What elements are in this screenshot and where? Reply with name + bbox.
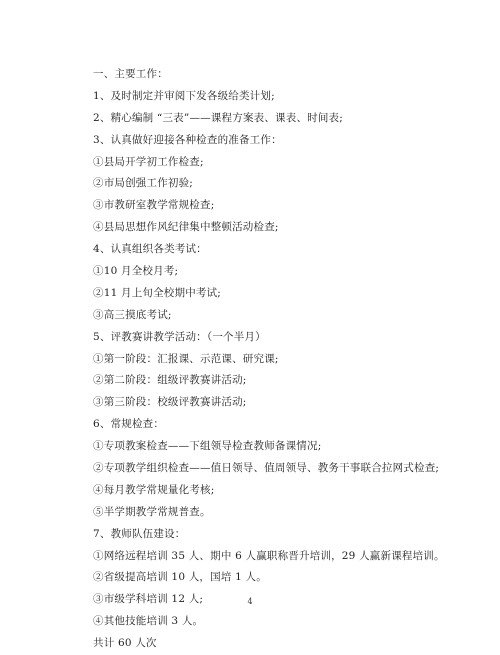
list-item: 1、及时制定并审阅下发各级给类计划; <box>93 89 275 102</box>
document-body <box>93 64 473 655</box>
list-item: 5、评教赛讲教学活动：（一个半月） <box>93 330 266 343</box>
sub-list-item: ②市局创强工作初验; <box>93 177 194 190</box>
sub-list-item: ③高三摸底考试; <box>93 308 172 321</box>
sub-list-item: ①网络远程培训 35 人、期中 6 人赢职称晋升培训，29 人赢新课程培训。 <box>93 549 445 562</box>
sub-list-item: ③第三阶段：校级评教赛讲活动; <box>93 396 247 409</box>
sub-list-item: ④其他技能培训 3 人。 <box>93 615 204 628</box>
sub-list-item: ①10 月全校月考; <box>93 265 179 278</box>
sub-list-item: ①县局开学初工作检查; <box>93 155 204 168</box>
sub-list-item: ①专项教案检查——下组领导检查教师备课情况; <box>93 440 322 453</box>
list-item: 3、认真做好迎接各种检查的准备工作： <box>93 133 282 146</box>
sub-list-item: ②第二阶段：组级评教赛讲活动; <box>93 374 247 387</box>
list-item: 7、教师队伍建设： <box>93 527 186 540</box>
page-number: 4 <box>247 597 253 606</box>
sub-list-item: ③市级学科培训 12 人; <box>93 593 204 606</box>
sub-list-item: ③市教研室教学常规检查; <box>93 199 215 212</box>
sub-list-item: ②省级提高培训 10 人，国培 1 人。 <box>93 571 267 584</box>
sub-list-item: ④县局思想作风纪律集中整顿活动检查; <box>93 221 279 234</box>
sub-list-item: ⑤半学期教学常规普查。 <box>93 505 211 518</box>
sub-list-item: ①第一阶段：汇报课、示范课、研究课; <box>93 352 279 365</box>
list-item: 2、精心编制 “三表”——课程方案表、课表、时间表; <box>93 111 343 124</box>
sub-list-item: ④每月教学常规量化考核; <box>93 483 215 496</box>
section-heading: 一、主要工作： <box>93 68 168 80</box>
sub-list-item: ②专项教学组织检查——值日领导、值周领导、教务干事联合拉网式检查; <box>93 462 440 475</box>
total-line: 共计 60 人次 <box>93 637 157 650</box>
list-item: 6、常规检查： <box>93 418 165 431</box>
sub-list-item: ②11 月上旬全校期中考试; <box>93 286 222 299</box>
list-item: 4、认真组织各类考试： <box>93 243 207 256</box>
